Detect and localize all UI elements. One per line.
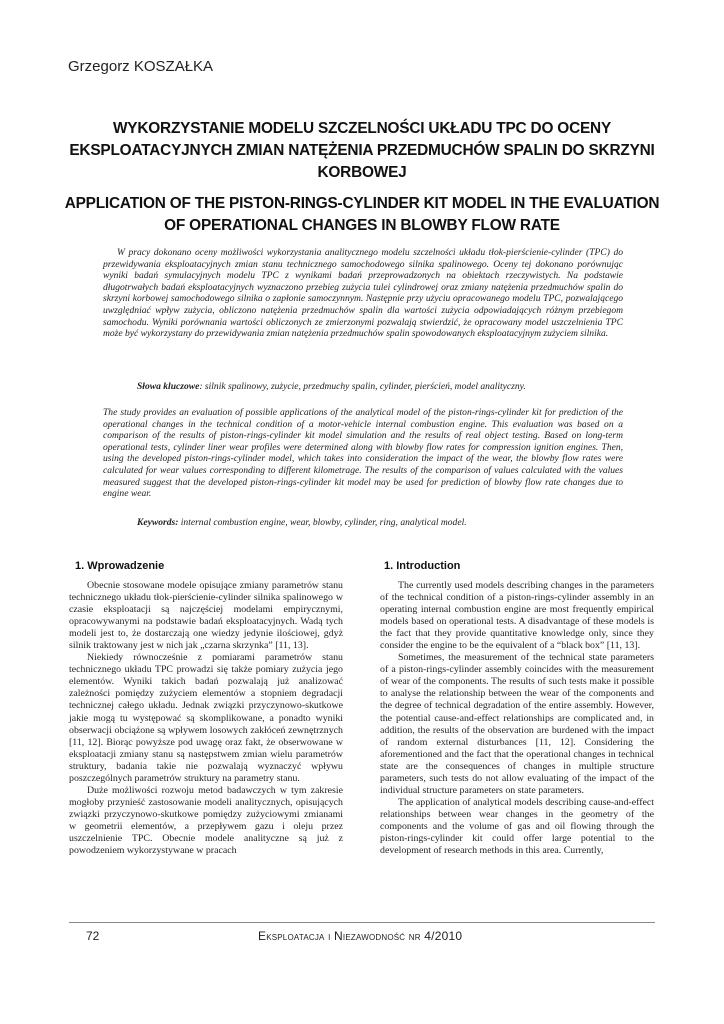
column-polish [69, 580, 343, 857]
abstract-english: The study provides an evaluation of possible applications of the analytical model of the piston-rings-cylinder kit for prediction of the operational changes in the technical condition of a motor-vehicle internal combustion engine. This evaluation was based on a comparison of the results of piston-rings-cylinder kit model simulation and the results of real object testing. Based on long-term operational tests, cylinder liner wear profiles were determined along with blowby flow rates for compression ignition engines. Then, using the developed piston-rings-cylinder model, which takes into consideration the impact of the wear, the blowby flow rates were calculated for wear values corresponding to different kilometrage. The results of the comparison of values calculated with the values measured suggest that the developed piston-rings-cylinder kit model may be used for prediction of blowby flow rate changes due to engine wear. [103, 407, 623, 500]
paragraph: Niekiedy równocześnie z pomiarami parametrów stanu technicznego układu TPC prowadzi się także pomiary zużycia jego elementów. Wyniki takich badań pozwalają już analizować zależności pomiędzy zużyciem elementów a stopniem degradacji technicznej całego układu. Jednak związki przyczynowo-skutkowe jakie mogą tu występować są skomplikowane, a ponadto wyniki obserwacji obciążone są wpływem losowych zakłóceń zewnętrznych [11, 12]. Biorąc powyższe pod uwagę oraz fakt, że obserwowane w eksploatacji zmiany stanu są następstwem zmian wielu parametrów struktury, badania takie nie pozwalają wyznaczyć wpływu poszczególnych parametrów struktury na parametry stanu. [69, 652, 343, 784]
title-english: APPLICATION OF THE PISTON-RINGS-CYLINDER KIT MODEL IN THE EVALUATION OF OPERATIONAL CHANGES IN BLOWBY FLOW RATE [64, 195, 660, 234]
keywords-english-label: Keywords: [137, 517, 179, 528]
keywords-english-text: internal combustion engine, wear, blowby, cylinder, ring, analytical model. [178, 517, 467, 528]
keywords-polish-text: : silnik spalinowy, zużycie, przedmuchy spalin, cylinder, pierścień, model analityczny. [199, 381, 526, 392]
keywords-polish [137, 381, 526, 392]
paragraph: The currently used models describing changes in the parameters of the technical condition of a piston-rings-cylinder assembly in an operating internal combustion engine are most frequently empirical models based on operational tests. A disadvantage of these models is the fact that they provide quantitative knowledge only, since they consider the engine to be the equivalent of a “black box” [11, 13]. [380, 580, 654, 652]
title-polish: WYKORZYSTANIE MODELU SZCZELNOŚCI UKŁADU TPC DO OCENY EKSPLOATACYJNYCH ZMIAN NATĘŻENIA PRZEDMUCHÓW SPALIN DO SKRZYNI KORBOWEJ [69, 120, 655, 181]
journal-name: Eksploatacja i Niezawodność nr 4/2010 [258, 929, 463, 943]
paragraph: Duże możliwości rozwoju metod badawczych w tym zakresie mogłoby przynieść zastosowanie modeli analitycznych, opisujących związki przyczynowo-skutkowe pomiędzy zużyciowymi zmianami w geometrii elementów, a przepływem gazu i oleju przez uszczelnienie TPC. Obecnie modele analityczne są już z powodzeniem wykorzystywane w pracach [69, 784, 343, 857]
section-heading-english: 1. Introduction [384, 560, 461, 572]
paragraph: The application of analytical models describing cause-and-effect relationships between wear changes in the geometry of the components and the volume of gas and oil flowing through the piston-rings-cylinder kit could offer large potential to the development of research methods in this area. Currently, [380, 796, 654, 857]
column-english [380, 580, 654, 857]
section-heading-polish: 1. Wprowadzenie [75, 560, 165, 572]
footer-divider [69, 922, 655, 923]
author-name: Grzegorz KOSZAŁKA [68, 58, 214, 75]
keywords-polish-label: Słowa kluczowe [137, 381, 200, 392]
keywords-english [137, 517, 467, 528]
page-number: 72 [86, 929, 100, 943]
paragraph: Sometimes, the measurement of the technical state parameters of a piston-rings-cylinder assembly coincides with the measurement of wear of the components. The results of such tests make it possible to analyse the relationship between the wear of the components and the degree of technical degradation of the entire assembly. However, the potential cause-and-effect relationships are complicated and, in addition, the results of the observation are burdened with the impact of random external disturbances [11, 12]. Considering the aforementioned and the fact that the operational changes in technical state are the consequences of changes in multiple structure parameters, such tests do not allow evaluating of the impact of the individual structure parameters on state parameters. [380, 652, 654, 796]
paragraph: Obecnie stosowane modele opisujące zmiany parametrów stanu technicznego układu tłok-pierścienie-cylinder silnika spalinowego w czasie eksploatacji są najczęściej modelami empirycznymi, opracowywanymi na podstawie badań eksploatacyjnych. Wadą tych modeli jest to, że dostarczają one wiedzy jedynie ilościowej, gdyż silnik traktowany jest w nich jak „czarna skrzynka” [11, 13]. [69, 580, 343, 652]
abstract-polish: W pracy dokonano oceny możliwości wykorzystania analitycznego modelu szczelności układu tłok-pierścienie-cylinder (TPC) do przewidywania eksploatacyjnych zmian stanu technicznego samochodowego silnika spalinowego. Oceny tej dokonano porównując wyniki badań symulacyjnych modelu TPC z wynikami badań przeprowadzonych na obiektach rzeczywistych. Na podstawie długotrwałych badań eksploatacyjnych wyznaczono przebieg zużycia tulei cylindrowej oraz zmiany natężenia przedmuchów spalin do skrzyni korbowej samochodowego silnika o zapłonie samoczynnym. Następnie przy użyciu opracowanego modelu TPC, pozwalającego uwzględniać wpływ zużycia, obliczono natężenia przedmuchów spalin dla wartości zużycia odpowiadających różnym przebiegom samochodu. Wyniki porównania wartości obliczonych ze zmierzonymi pozwalają stwierdzić, że opracowany model uszczelnienia TPC może być wykorzystany do przewidywania zmian natężenia przedmuchów spalin spowodowanych eksploatacyjnym zużyciem silnika. [103, 247, 623, 340]
